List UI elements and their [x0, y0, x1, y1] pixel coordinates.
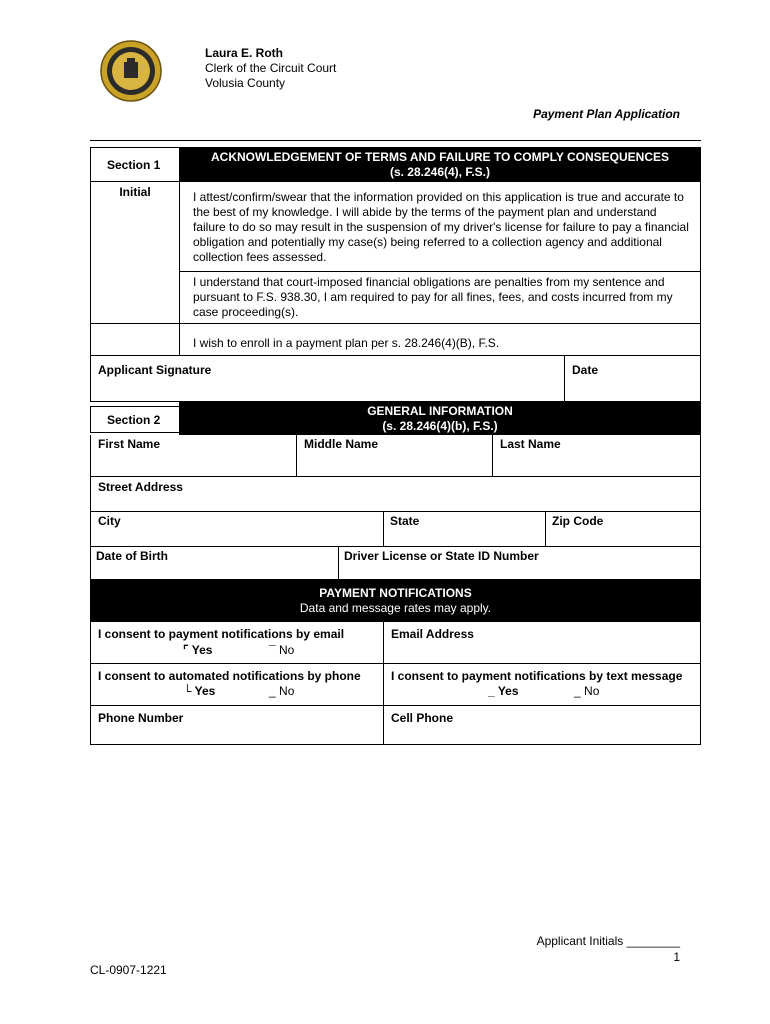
phone-consent-no-option[interactable] [269, 684, 294, 698]
checkbox-icon: _ [269, 684, 276, 698]
email-no-label: No [278, 643, 295, 657]
signature-label: Applicant Signature [98, 363, 212, 377]
email-yes-label: Yes [191, 643, 213, 657]
driver-license-field[interactable] [339, 547, 701, 580]
first-name-field[interactable] [90, 435, 297, 477]
checkbox-icon: ⌜ [183, 643, 189, 657]
last-name-label: Last Name [500, 437, 561, 451]
date-label: Date [572, 363, 599, 377]
cell-phone-label: Cell Phone [391, 711, 454, 725]
notifications-subtitle: Data and message rates may apply. [299, 601, 492, 615]
enroll-paragraph: I wish to enroll in a payment plan per s. 28.246(4)(B), F.S. [193, 336, 500, 350]
obligation-paragraph: I understand that court-imposed financial obligations are penalties from my sentence and pursuant to F.S. 938.30, I am required to pay for all fines, fees, and costs incurred from my case proceeding(s). [193, 275, 673, 319]
section1-label: Section 1 [90, 147, 180, 182]
zip-code-field[interactable] [546, 512, 701, 547]
initial-label: Initial [119, 185, 151, 199]
clerk-office: Clerk of the Circuit Court [205, 61, 337, 75]
notifications-title-bar [90, 580, 701, 622]
initial-box-3[interactable] [90, 324, 180, 356]
page-number: 1 [673, 950, 680, 964]
obligation-paragraph-cell [180, 272, 701, 324]
phone-consent-cell [90, 664, 384, 706]
section1-title-bar [179, 147, 701, 182]
applicant-initials-line[interactable]: Applicant Initials ________ [536, 934, 680, 948]
zip-code-label: Zip Code [552, 514, 604, 528]
phone-no-label: No [279, 684, 295, 698]
section2-title: GENERAL INFORMATION [367, 403, 513, 418]
checkbox-icon: _ [488, 684, 495, 698]
section2-label: Section 2 [90, 406, 180, 433]
notifications-table [90, 580, 701, 745]
phone-number-field[interactable] [90, 706, 384, 745]
phone-yes-label: Yes [194, 684, 216, 698]
applicant-signature-field[interactable] [90, 356, 565, 402]
middle-name-field[interactable] [297, 435, 493, 477]
street-address-label: Street Address [98, 480, 183, 494]
street-address-field[interactable] [90, 477, 701, 512]
email-consent-yes-option[interactable] [183, 643, 212, 657]
section2-title-bar [179, 402, 701, 435]
section2-statute: (s. 28.246(4)(b), F.S.) [382, 418, 498, 433]
form-code: CL-0907-1221 [90, 963, 167, 977]
section1-statute: (s. 28.246(4), F.S.) [389, 164, 491, 179]
email-consent-label: I consent to payment notifications by email [98, 627, 345, 641]
attestation-paragraph-cell [180, 182, 701, 272]
initial-box-2[interactable] [90, 272, 180, 324]
email-address-label: Email Address [391, 627, 474, 641]
checkbox-icon: ¯ [269, 643, 276, 657]
driver-license-label: Driver License or State ID Number [344, 549, 539, 563]
form-title: Payment Plan Application [533, 107, 680, 121]
state-field[interactable] [384, 512, 546, 547]
email-address-field[interactable] [384, 622, 701, 664]
section1-title: ACKNOWLEDGEMENT OF TERMS AND FAILURE TO COMPLY CONSEQUENCES [210, 149, 670, 164]
middle-name-label: Middle Name [304, 437, 379, 451]
text-no-label: No [584, 684, 600, 698]
attestation-paragraph: I attest/confirm/swear that the information provided on this application is true and accurate to the best of my knowledge. I will abide by the terms of the payment plan and understand failure to do so may result in the suspension of my driver's license for failure to pay a financial obligation and potentially my case(s) being referred to a collection agency and additional collection fees assessed. [193, 190, 689, 264]
enroll-paragraph-cell [180, 324, 701, 356]
date-of-birth-label: Date of Birth [96, 549, 168, 563]
checkbox-icon: _ [574, 684, 581, 698]
clerk-name: Laura E. Roth [205, 46, 284, 60]
city-label: City [98, 514, 121, 528]
last-name-field[interactable] [493, 435, 701, 477]
date-of-birth-field[interactable] [90, 547, 339, 580]
email-consent-no-option[interactable] [269, 643, 294, 657]
text-consent-label: I consent to payment notifications by text message [391, 669, 683, 683]
state-label: State [390, 514, 420, 528]
text-consent-cell [384, 664, 701, 706]
phone-consent-yes-option[interactable] [183, 684, 215, 698]
clerk-header [205, 46, 336, 91]
section2-table [90, 402, 701, 580]
first-name-label: First Name [98, 437, 161, 451]
text-yes-label: Yes [497, 684, 519, 698]
cell-phone-field[interactable] [384, 706, 701, 745]
text-consent-yes-option[interactable] [488, 684, 519, 698]
signature-date-field[interactable] [565, 356, 701, 402]
city-field[interactable] [90, 512, 384, 547]
email-consent-cell [90, 622, 384, 664]
county-name: Volusia County [205, 76, 286, 90]
phone-number-label: Phone Number [98, 711, 184, 725]
phone-consent-label: I consent to automated notifications by phone [98, 669, 361, 683]
county-seal-logo [100, 40, 162, 102]
section1-table [90, 140, 701, 402]
text-consent-no-option[interactable] [574, 684, 599, 698]
checkbox-icon: └ [183, 684, 192, 698]
notifications-title: PAYMENT NOTIFICATIONS [319, 586, 472, 600]
